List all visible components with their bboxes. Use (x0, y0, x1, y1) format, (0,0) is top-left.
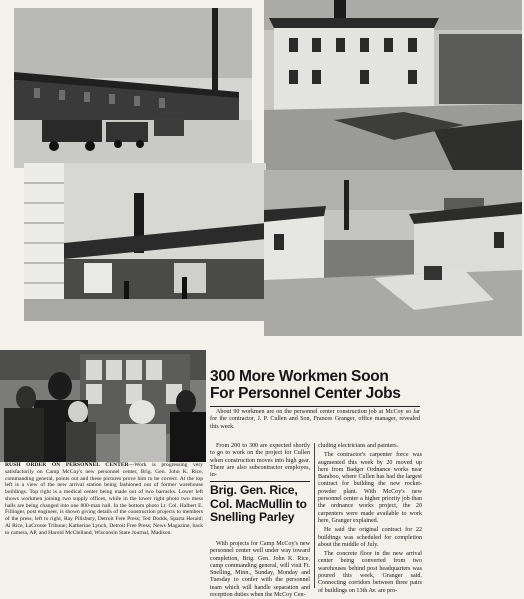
sidebar-story-body (210, 541, 310, 599)
article-left-column (210, 443, 310, 483)
headline-line-1: 300 More Workmen Soon (210, 368, 389, 385)
headline-rule (210, 406, 420, 407)
photo-supply-offices-joining (24, 163, 266, 321)
photo-medical-center-barracks (264, 0, 522, 172)
article-intro (210, 409, 420, 443)
sidebar-headline: Brig. Gen. Rice, Col. MacMullin to Snelling Parley (210, 483, 307, 525)
photo-mess-halls-conversion (264, 170, 522, 336)
right-paragraph-4: The concrete floor in the new arrival center being converted from two warehouses behind post headquarters was poured this week, Granger said. Connecting corridors between three pairs of buildings on 13th Av. are pro- (318, 551, 422, 594)
column-rule (314, 443, 315, 588)
photo-press-briefing (0, 350, 206, 462)
sidebar-paragraph: With projects for Camp McCoy's new personnel center well under way toward completion, Brig. Gen. John K. Rice, camp commanding general, will visit Ft. Snelling, Minn., Sunday, Monday and Tuesday to confer with the personnel team which will handle separation and reception duties when the McCoy Cen- (210, 541, 310, 599)
right-paragraph-1: cluding electricians and painters. (318, 443, 399, 449)
subhead-rule (210, 481, 310, 482)
right-paragraph-2: The contractor's carpenter force was augmented this week by 20 moved up here from Badger Ordnance works near Baraboo, where Cullen has had the largest contract for building the new rocket-powder plant. With McCoy's new personnel center a higher priority job than the ordnance works project, the 20 carpenters were made available to work here, Granger explained. (318, 452, 422, 524)
photo-arrival-station-warehouses (14, 8, 252, 168)
left-column-paragraph: From 200 to 300 are expected shortly to go to work on the project for Cullen when construction moves into high gear. There are also subcontractor employes, in- (210, 443, 310, 479)
headline-line-2: For Personnel Center Jobs (210, 385, 401, 402)
photo-caption (5, 462, 203, 584)
intro-paragraph: About 90 workmen are on the personnel center construction job at McCoy so far for the contractor, J. P. Cullen and Son, Frances Granger, office manager, revealed this week. (210, 409, 420, 430)
caption-text: —Work is progressing very satisfactorily on Camp McCoy's new personnel center, Brig. Gen. John K. Rice, commanding general, points out and these pictures prove him to be correct. At the top left is a view of the new arrival station being fashioned out of former warehouse buildings. Top right is a medical center being made out of two barracks. Lower left shows workmen joining two supply offices, while in the lower right photo two mess halls are being changed into one 800-man hall. In the bottom photo Lt. Col. Halbert E. Fillinger, post engineer, is shown giving details of the construction projects to members of the press, left to right, Ray Pillsbury, Detroit Free Press; Ted Dodds, Sparta Herald; Al Rice, LaCrosse Tribune; Katherine Lynch, Detroit Free Press; News Magazine, back to camera, AP, and Harold McClelland, Wisconsin State Journal, Madison. (5, 462, 203, 536)
article-right-column (318, 443, 422, 594)
caption-lead: RUSH ORDER ON PERSONNEL CENTER (5, 462, 129, 468)
right-paragraph-3: He said the original contract for 22 buildings was scheduled for completion about the middle of July. (318, 527, 422, 548)
main-headline (210, 368, 418, 402)
